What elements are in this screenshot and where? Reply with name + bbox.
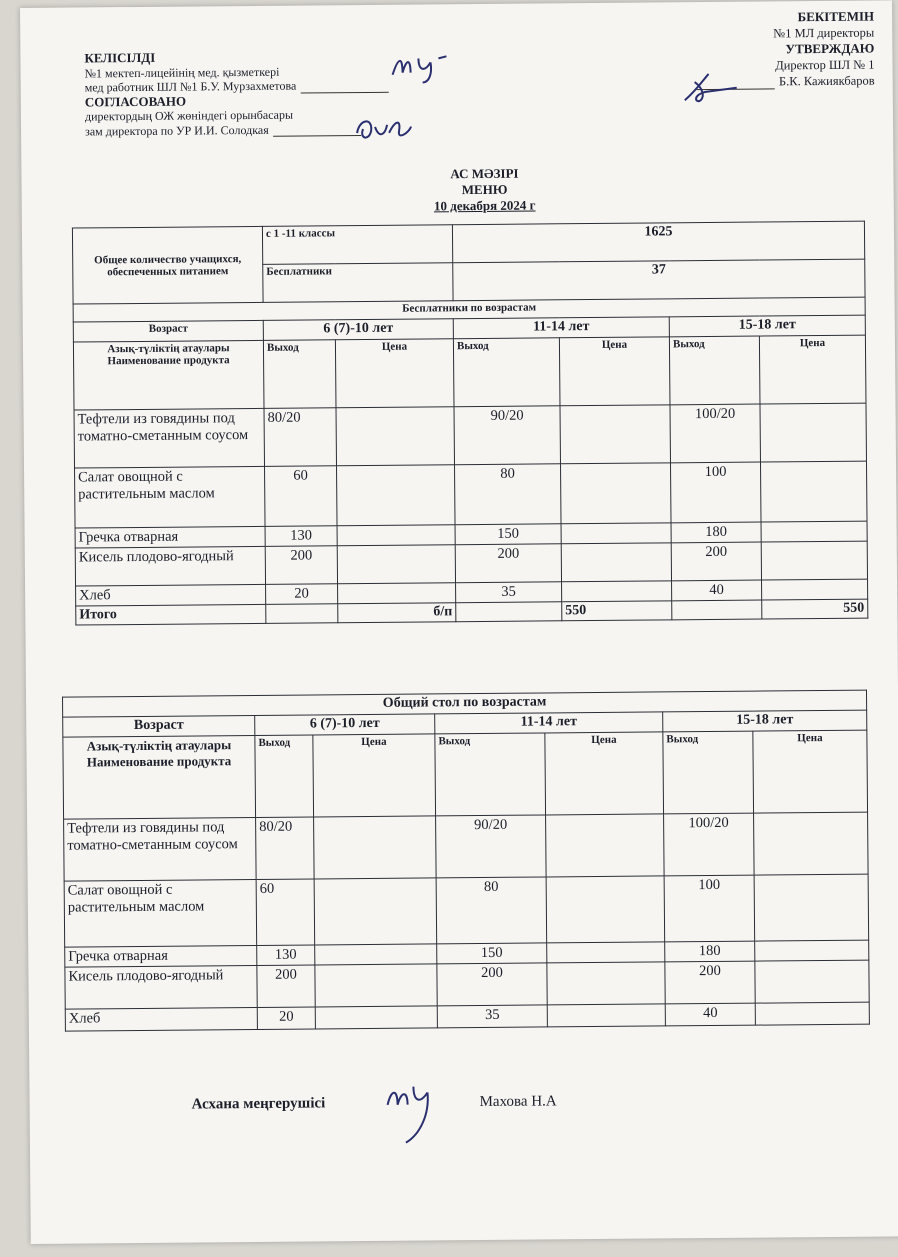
free-meals-table bbox=[72, 221, 868, 626]
agreement-block bbox=[84, 49, 388, 139]
medical-worker-name: мед работник ШЛ №1 Б.У. Мурзахметова bbox=[84, 78, 297, 95]
output-value: 90/20 bbox=[454, 406, 561, 465]
age-group-3: 15-18 лет bbox=[663, 710, 867, 732]
output-value: 80 bbox=[455, 464, 562, 525]
output-value: 35 bbox=[456, 582, 562, 603]
output-header: Выход bbox=[669, 336, 760, 405]
output-value: 130 bbox=[257, 945, 315, 966]
price-header: Цена bbox=[313, 734, 436, 817]
total-price-2: 550 bbox=[562, 601, 672, 621]
product-name: Тефтели из говядины под томатно-сметанным соусом bbox=[64, 817, 257, 881]
price-cell bbox=[336, 407, 455, 466]
output-value: 130 bbox=[265, 526, 337, 547]
approved-ru-label: УТВЕРЖДАЮ bbox=[785, 40, 875, 57]
output-value: 200 bbox=[437, 963, 547, 1006]
product-header-kz: Азық-түліктің атаулары bbox=[86, 737, 232, 754]
price-cell bbox=[337, 545, 455, 584]
price-cell bbox=[760, 461, 867, 522]
price-cell bbox=[761, 541, 867, 580]
menu-date: 10 декабря 2024 г bbox=[433, 197, 536, 214]
document-page bbox=[20, 0, 898, 1244]
price-cell bbox=[561, 523, 671, 544]
age-group-1: 6 (7)-10 лет bbox=[255, 714, 435, 736]
director-name: Б.К. Кажиякбаров bbox=[778, 73, 875, 89]
price-cell bbox=[754, 812, 869, 875]
product-name: Тефтели из говядины под томатно-сметанным соусом bbox=[74, 408, 264, 468]
price-cell bbox=[760, 403, 867, 462]
table-row bbox=[65, 960, 869, 1009]
output-value: 150 bbox=[437, 943, 547, 964]
total-price-3: 550 bbox=[762, 599, 868, 619]
output-value: 200 bbox=[257, 965, 315, 1008]
medical-worker-title: №1 мектеп-лицейінің мед. қызметкері bbox=[84, 64, 280, 80]
signature-medical-icon bbox=[388, 50, 458, 85]
general-meals-table bbox=[62, 690, 870, 1032]
classes-count: 1625 bbox=[452, 221, 864, 263]
price-cell bbox=[560, 463, 671, 524]
signature-director-icon bbox=[675, 70, 745, 107]
deputy-director-name: зам директора по УР И.И. Солодкая bbox=[85, 122, 269, 138]
price-cell bbox=[315, 944, 437, 965]
director-title-kz: №1 МЛ директоры bbox=[773, 25, 875, 41]
output-value: 200 bbox=[665, 961, 755, 1004]
product-header-ru: Наименование продукта bbox=[86, 753, 232, 770]
output-value: 100 bbox=[664, 875, 755, 942]
age-group-2: 11-14 лет bbox=[453, 317, 669, 339]
output-value: 90/20 bbox=[436, 815, 547, 878]
price-cell bbox=[338, 583, 456, 604]
agreed-ru-label: СОГЛАСОВАНО bbox=[84, 93, 187, 109]
output-header: Выход bbox=[435, 733, 546, 816]
product-name: Кисель плодово-ягодный bbox=[65, 965, 257, 1009]
price-cell bbox=[315, 1006, 437, 1029]
price-header: Цена bbox=[559, 337, 670, 406]
output-value: 150 bbox=[455, 524, 561, 545]
product-name: Хлеб bbox=[76, 584, 266, 606]
total-label: Итого bbox=[76, 604, 266, 625]
total-students-label: Общее количество учащихся, обеспеченных питанием bbox=[72, 226, 263, 304]
output-header: Выход bbox=[255, 735, 314, 818]
output-cell bbox=[456, 602, 562, 622]
classes-label: с 1 -11 классы bbox=[262, 225, 452, 265]
deputy-director-title: директордың ОЖ жөніндегі орынбасары bbox=[84, 107, 294, 124]
output-value: 200 bbox=[671, 542, 761, 581]
price-cell bbox=[546, 876, 665, 943]
price-cell bbox=[314, 816, 437, 879]
price-cell bbox=[561, 543, 671, 582]
product-header bbox=[63, 735, 256, 819]
output-value: 80/20 bbox=[256, 817, 315, 880]
price-cell bbox=[755, 940, 869, 961]
price-header: Цена bbox=[545, 732, 664, 815]
output-value: 60 bbox=[256, 879, 315, 946]
output-header: Выход bbox=[453, 338, 560, 407]
signature-line bbox=[273, 135, 361, 137]
product-name: Салат овощной с растительным маслом bbox=[64, 879, 257, 947]
menu-title-ru: МЕНЮ bbox=[461, 181, 508, 198]
price-cell bbox=[755, 1002, 869, 1025]
general-section-title: Общий стол по возрастам bbox=[63, 690, 867, 717]
table-row bbox=[64, 874, 869, 947]
output-value: 180 bbox=[665, 941, 755, 962]
output-value: 200 bbox=[265, 546, 337, 585]
output-cell bbox=[672, 600, 762, 620]
output-value: 20 bbox=[257, 1007, 315, 1030]
price-cell bbox=[755, 960, 869, 1003]
price-cell bbox=[546, 814, 665, 877]
product-name: Гречка отварная bbox=[75, 526, 265, 548]
price-header: Цена bbox=[335, 339, 454, 408]
price-cell bbox=[562, 581, 672, 602]
free-meals-count: 37 bbox=[453, 259, 865, 301]
output-header: Выход bbox=[263, 340, 336, 409]
price-cell bbox=[547, 1004, 665, 1027]
output-value: 40 bbox=[672, 580, 762, 601]
product-name: Салат овощной с растительным маслом bbox=[75, 466, 266, 528]
approved-kz-label: БЕКІТЕМІН bbox=[797, 8, 875, 25]
price-header: Цена bbox=[759, 335, 866, 404]
price-cell bbox=[547, 942, 665, 963]
output-header: Выход bbox=[663, 731, 754, 814]
price-cell bbox=[337, 525, 455, 546]
output-value: 40 bbox=[665, 1003, 755, 1026]
age-header: Возраст bbox=[63, 715, 255, 737]
price-cell bbox=[560, 405, 671, 464]
menu-title bbox=[21, 162, 898, 218]
canteen-manager-role: Асхана меңгерушісі bbox=[191, 1095, 326, 1113]
price-header: Цена bbox=[753, 730, 868, 813]
output-value: 200 bbox=[455, 544, 561, 583]
canteen-manager-name: Махова Н.А bbox=[479, 1093, 557, 1111]
free-section-title: Бесплатники по возрастам bbox=[73, 297, 865, 322]
age-group-3: 15-18 лет bbox=[669, 315, 865, 337]
total-price-1: б/п bbox=[338, 603, 456, 623]
price-cell bbox=[315, 964, 437, 1007]
output-value: 80/20 bbox=[264, 408, 337, 467]
director-title-ru: Директор ШЛ № 1 bbox=[775, 57, 875, 73]
output-value: 180 bbox=[671, 522, 761, 543]
output-value: 35 bbox=[437, 1005, 547, 1028]
age-group-1: 6 (7)-10 лет bbox=[263, 319, 453, 341]
age-group-2: 11-14 лет bbox=[435, 712, 663, 734]
output-value: 60 bbox=[265, 466, 338, 527]
product-name: Кисель плодово-ягодный bbox=[75, 546, 265, 586]
product-name: Хлеб bbox=[65, 1007, 257, 1031]
age-header: Возраст bbox=[73, 320, 263, 342]
price-cell bbox=[762, 579, 868, 600]
output-value: 100 bbox=[670, 462, 761, 523]
price-cell bbox=[314, 878, 437, 945]
table-row bbox=[75, 461, 867, 528]
product-header: Азық-түліктің атаулары Наименование продукта bbox=[73, 340, 264, 410]
output-cell bbox=[266, 604, 338, 624]
menu-title-kz: АС МӘЗІРІ bbox=[450, 165, 519, 182]
price-cell bbox=[547, 962, 665, 1005]
agreed-kz-label: КЕЛІСІЛДІ bbox=[84, 49, 156, 66]
table-row bbox=[64, 812, 869, 881]
output-value: 100/20 bbox=[670, 404, 761, 463]
signature-deputy-icon bbox=[351, 113, 415, 146]
price-cell bbox=[761, 521, 867, 542]
price-cell bbox=[754, 874, 869, 941]
price-cell bbox=[337, 465, 456, 526]
output-value: 100/20 bbox=[664, 813, 755, 876]
signature-manager-icon bbox=[379, 1074, 440, 1147]
output-value: 80 bbox=[436, 877, 547, 944]
output-value: 20 bbox=[266, 584, 338, 605]
table-row bbox=[74, 403, 866, 468]
free-meals-label: Бесплатники bbox=[263, 263, 453, 303]
product-name: Гречка отварная bbox=[65, 945, 257, 967]
